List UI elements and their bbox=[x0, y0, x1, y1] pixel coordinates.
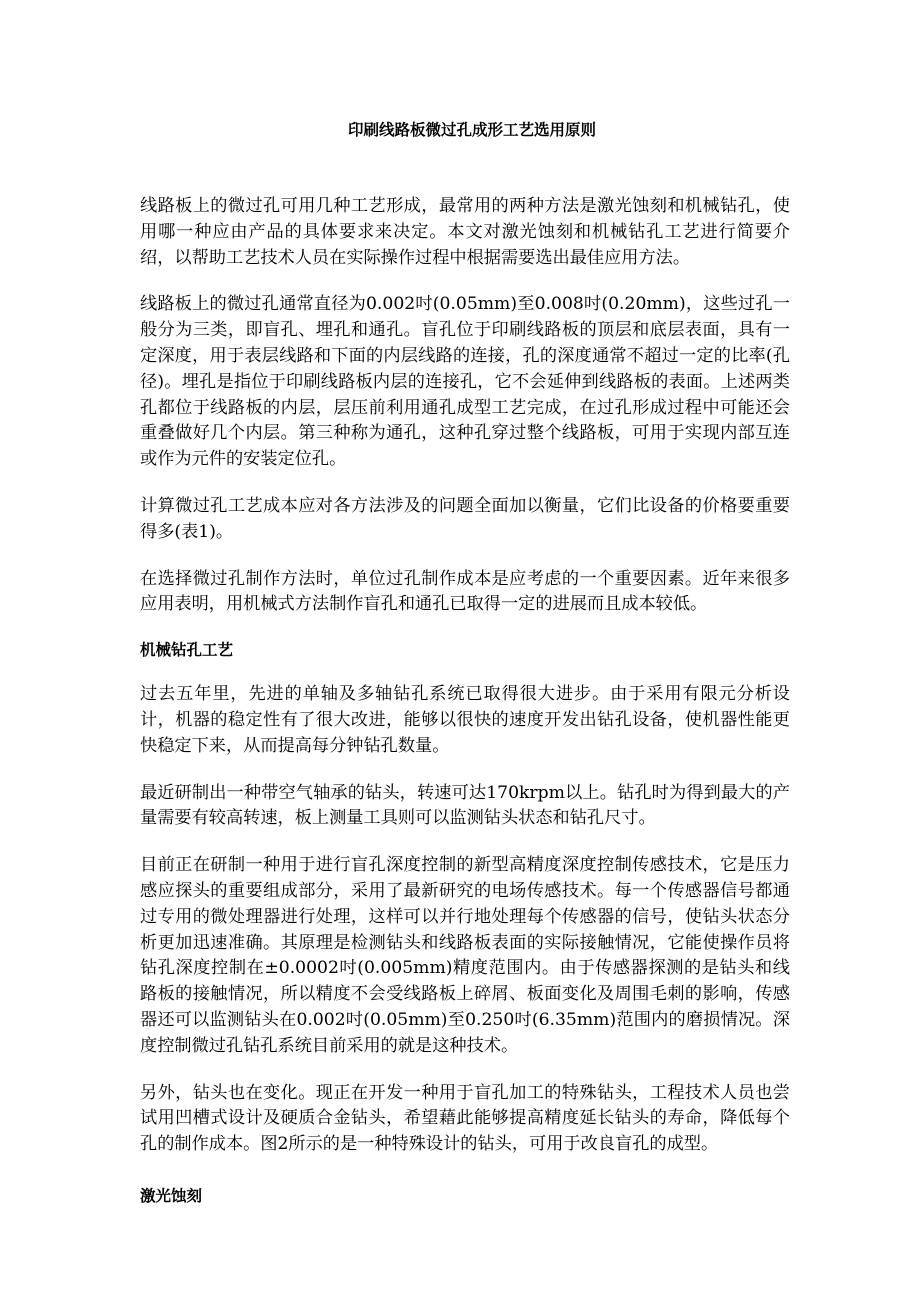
section-heading-mechanical-drilling: 机械钻孔工艺 bbox=[140, 641, 234, 660]
paragraph-via-types: 线路板上的微过孔通常直径为0.002吋(0.05mm)至0.008吋(0.20mm)，这些过孔一般分为三类，即盲孔、埋孔和通孔。盲孔位于印刷线路板的顶层和底层表面，具有一定深度，用于表层线路和下面的内层线路的连接，孔的深度通常不超过一定的比率(孔径)。埋孔是指位于印刷线路板内层的连接孔，它不会延伸到线路板的表面。上述两类孔都位于线路板的内层，层压前利用通孔成型工艺完成，在过孔形成过程中可能还会重叠做好几个内层。第三种称为通孔，这种孔穿过整个线路板，可用于实现内部互连或作为元件的安装定位孔。 bbox=[140, 294, 790, 470]
paragraph-air-bearing: 最近研制出一种带空气轴承的钻头，转速可达170krpm以上。钻孔时为得到最大的产量需要有较高转速，板上测量工具则可以监测钻头状态和钻孔尺寸。 bbox=[140, 782, 790, 829]
section-heading-laser-etching: 激光蚀刻 bbox=[140, 1186, 203, 1205]
page-title: 印刷线路板微过孔成形工艺选用原则 bbox=[347, 121, 596, 139]
document-page bbox=[140, 0, 790, 1209]
paragraph-depth-sensor: 目前正在研制一种用于进行盲孔深度控制的新型高精度深度控制传感技术，它是压力感应探头的重要组成部分，采用了最新研究的电场传感技术。每一个传感器信号都通过专用的微处理器进行处理，这样可以并行地处理每个传感器的信号，使钻头状态分析更加迅速准确。其原理是检测钻头和线路板表面的实际接触情况，它能使操作员将钻孔深度控制在±0.0002吋(0.005mm)精度范围内。由于传感器探测的是钻头和线路板的接触情况，所以精度不会受线路板上碎屑、板面变化及周围毛刺的影响，传感器还可以监测钻头在0.002吋(0.05mm)至0.250吋(6.35mm)范围内的磨损情况。深度控制微过孔钻孔系统目前采用的就是这种技术。 bbox=[140, 855, 790, 1056]
paragraph-cost: 计算微过孔工艺成本应对各方法涉及的问题全面加以衡量，它们比设备的价格要重要得多(表1)。 bbox=[140, 495, 790, 542]
paragraph-drill-bits: 另外，钻头也在变化。现正在开发一种用于盲孔加工的特殊钻头，工程技术人员也尝试用凹槽式设计及硬质合金钻头，希望藉此能够提高精度延长钻头的寿命，降低每个孔的制作成本。图2所示的是一种特殊设计的钻头，可用于改良盲孔的成型。 bbox=[140, 1082, 790, 1155]
paragraph-intro: 线路板上的微过孔可用几种工艺形成，最常用的两种方法是激光蚀刻和机械钻孔，使用哪一种应由产品的具体要求来决定。本文对激光蚀刻和机械钻孔工艺进行简要介绍，以帮助工艺技术人员在实际操作过程中根据需要选出最佳应用方法。 bbox=[140, 196, 790, 268]
paragraph-unit-cost: 在选择微过孔制作方法时，单位过孔制作成本是应考虑的一个重要因素。近年来很多应用表明，用机械式方法制作盲孔和通孔已取得一定的进展而且成本较低。 bbox=[140, 568, 790, 615]
paragraph-drilling-systems: 过去五年里，先进的单轴及多轴钻孔系统已取得很大进步。由于采用有限元分析设计，机器的稳定性有了很大改进，能够以很快的速度开发出钻孔设备，使机器性能更快稳定下来，从而提高每分钟钻孔数量。 bbox=[140, 684, 790, 756]
